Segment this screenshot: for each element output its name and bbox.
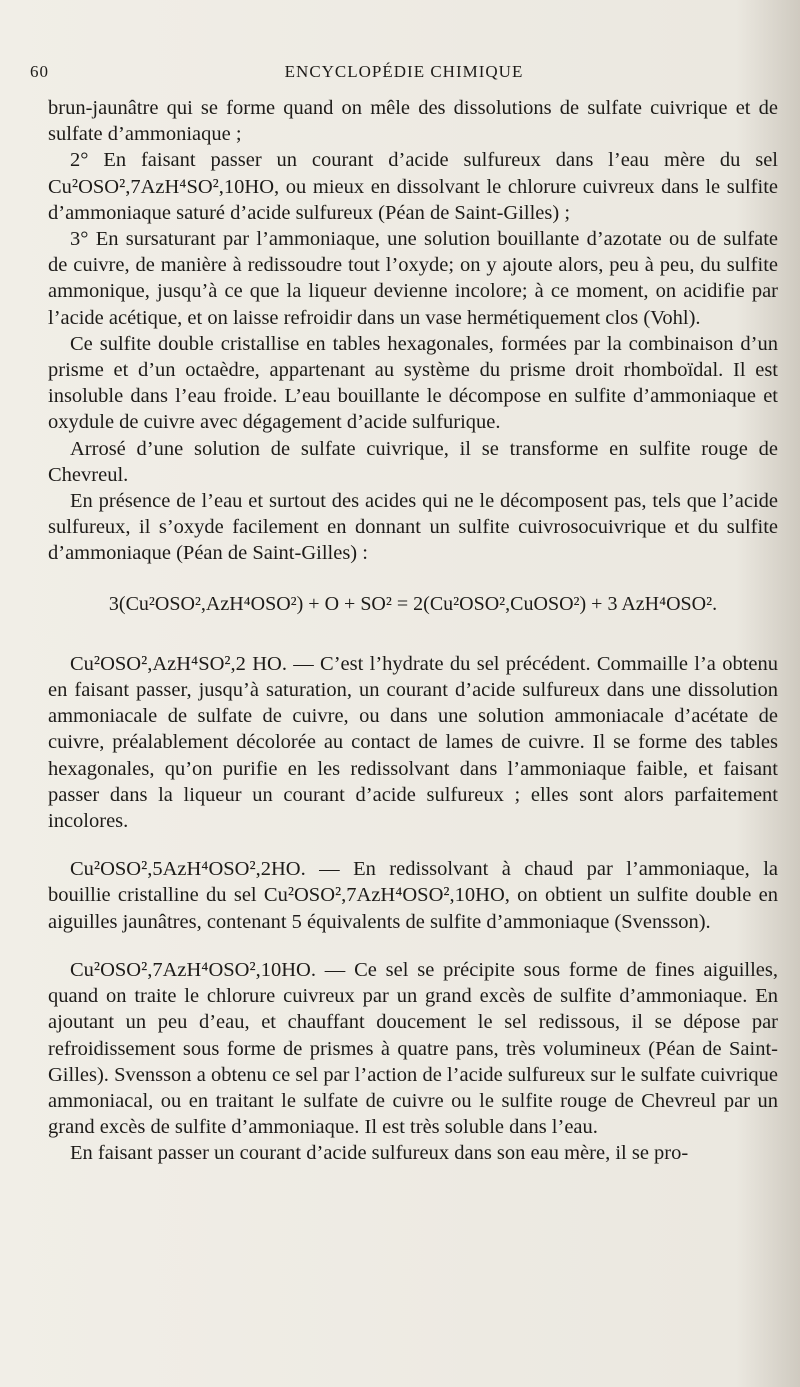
paragraph-hydrate: Cu²OSO²,AzH⁴SO²,2 HO. — C’est l’hydrate du sel précédent. Commaille l’a obtenu en faisant passer, jusqu’à saturation, un courant d’acide sulfureux dans une dissolution ammoniacale de sulfate de cuivre, ou dans une solution ammoniacale d’acétate de cuivre, préalablement décolorée au contact de lames de cuivre. Il se forme des tables hexagonales, qu’on purifie en les redissolvant dans l’ammoniaque faible, et faisant passer dans la liqueur un courant d’acide sulfureux ; elles sont alors parfaitement incolores.: [48, 652, 778, 833]
paragraph-svensson-salt: Cu²OSO²,5AzH⁴OSO²,2HO. — En redissolvant à chaud par l’ammoniaque, la bouillie cristalline du sel Cu²OSO²,7AzH⁴OSO²,10HO, on obtient un sulfite double en aiguilles jaunâtres, contenant 5 équivalents de sulfite d’ammoniaque (Svensson).: [48, 858, 778, 933]
paragraph-method-3: 3° En sursaturant par l’ammoniaque, une solution bouillante d’azotate ou de sulfate de cuivre, de manière à redissoudre tout l’oxyde; on y ajoute alors, peu à peu, du sulfite ammonique, jusqu’à ce que la liqueur devienne incolore; à ce moment, on acidifie par l’acide acétique, et on laisse refroidir dans un vase hermétiquement clos (Vohl).: [48, 228, 778, 329]
paragraph-peans-salt: Cu²OSO²,7AzH⁴OSO²,10HO. — Ce sel se précipite sous forme de fines aiguilles, quand on traite le chlorure cuivreux par un grand excès de sulfite d’ammoniaque. En ajoutant un peu d’eau, et chauffant doucement le sel redissous, il se dépose par refroidissement sous forme de prismes à quatre pans, très volumineux (Péan de Saint-Gilles). Svensson a obtenu ce sel par l’action de l’acide sulfureux sur le sulfate cuivrique ammoniacal, ou en traitant le sulfate de cuivre ou le sulfite rouge de Chevreul par un grand excès de sulfite d’ammoniaque. Il est très soluble dans l’eau.: [48, 958, 778, 1139]
paragraph-chevreul: Arrosé d’une solution de sulfate cuivrique, il se transforme en sulfite rouge de Chevreul.: [48, 437, 778, 486]
paragraph-oxidation: En présence de l’eau et surtout des acides qui ne le décomposent pas, tels que l’acide sulfureux, il s’oxyde facilement en donnant un sulfite cuivrosocuivrique et du sulfite d’ammoniaque (Péan de Saint-Gilles) :: [48, 490, 778, 565]
paragraph-final: En faisant passer un courant d’acide sulfureux dans son eau mère, il se pro-: [70, 1142, 689, 1165]
paragraph-crystallisation: Ce sulfite double cristallise en tables hexagonales, formées par la combinaison d’un prisme et d’un octaèdre, appartenant au système du prisme droit rhomboïdal. Il est insoluble dans l’eau froide. L’eau bouillante le décompose en sulfite d’ammoniaque et oxydule de cuivre avec dégagement d’acide sulfurique.: [48, 332, 778, 434]
paragraph-method-2: 2° En faisant passer un courant d’acide sulfureux dans l’eau mère du sel Cu²OSO²,7AzH⁴SO²,10HO, ou mieux en dissolvant le chlorure cuivreux dans le sulfite d’ammoniaque saturé d’acide sulfureux (Péan de Saint-Gilles) ;: [48, 149, 778, 224]
body-text: [48, 95, 778, 1167]
paragraph-continuation: brun-jaunâtre qui se forme quand on mêle des dissolutions de sulfate cuivrique et de sulfate d’ammoniaque ;: [48, 97, 778, 146]
chemical-equation: 3(Cu²OSO²,AzH⁴OSO²) + O + SO² = 2(Cu²OSO²,CuOSO²) + 3 AzH⁴OSO².: [108, 592, 718, 615]
running-head: [30, 62, 778, 86]
running-title: ENCYCLOPÉDIE CHIMIQUE: [284, 62, 524, 81]
page-number: 60: [30, 62, 49, 81]
